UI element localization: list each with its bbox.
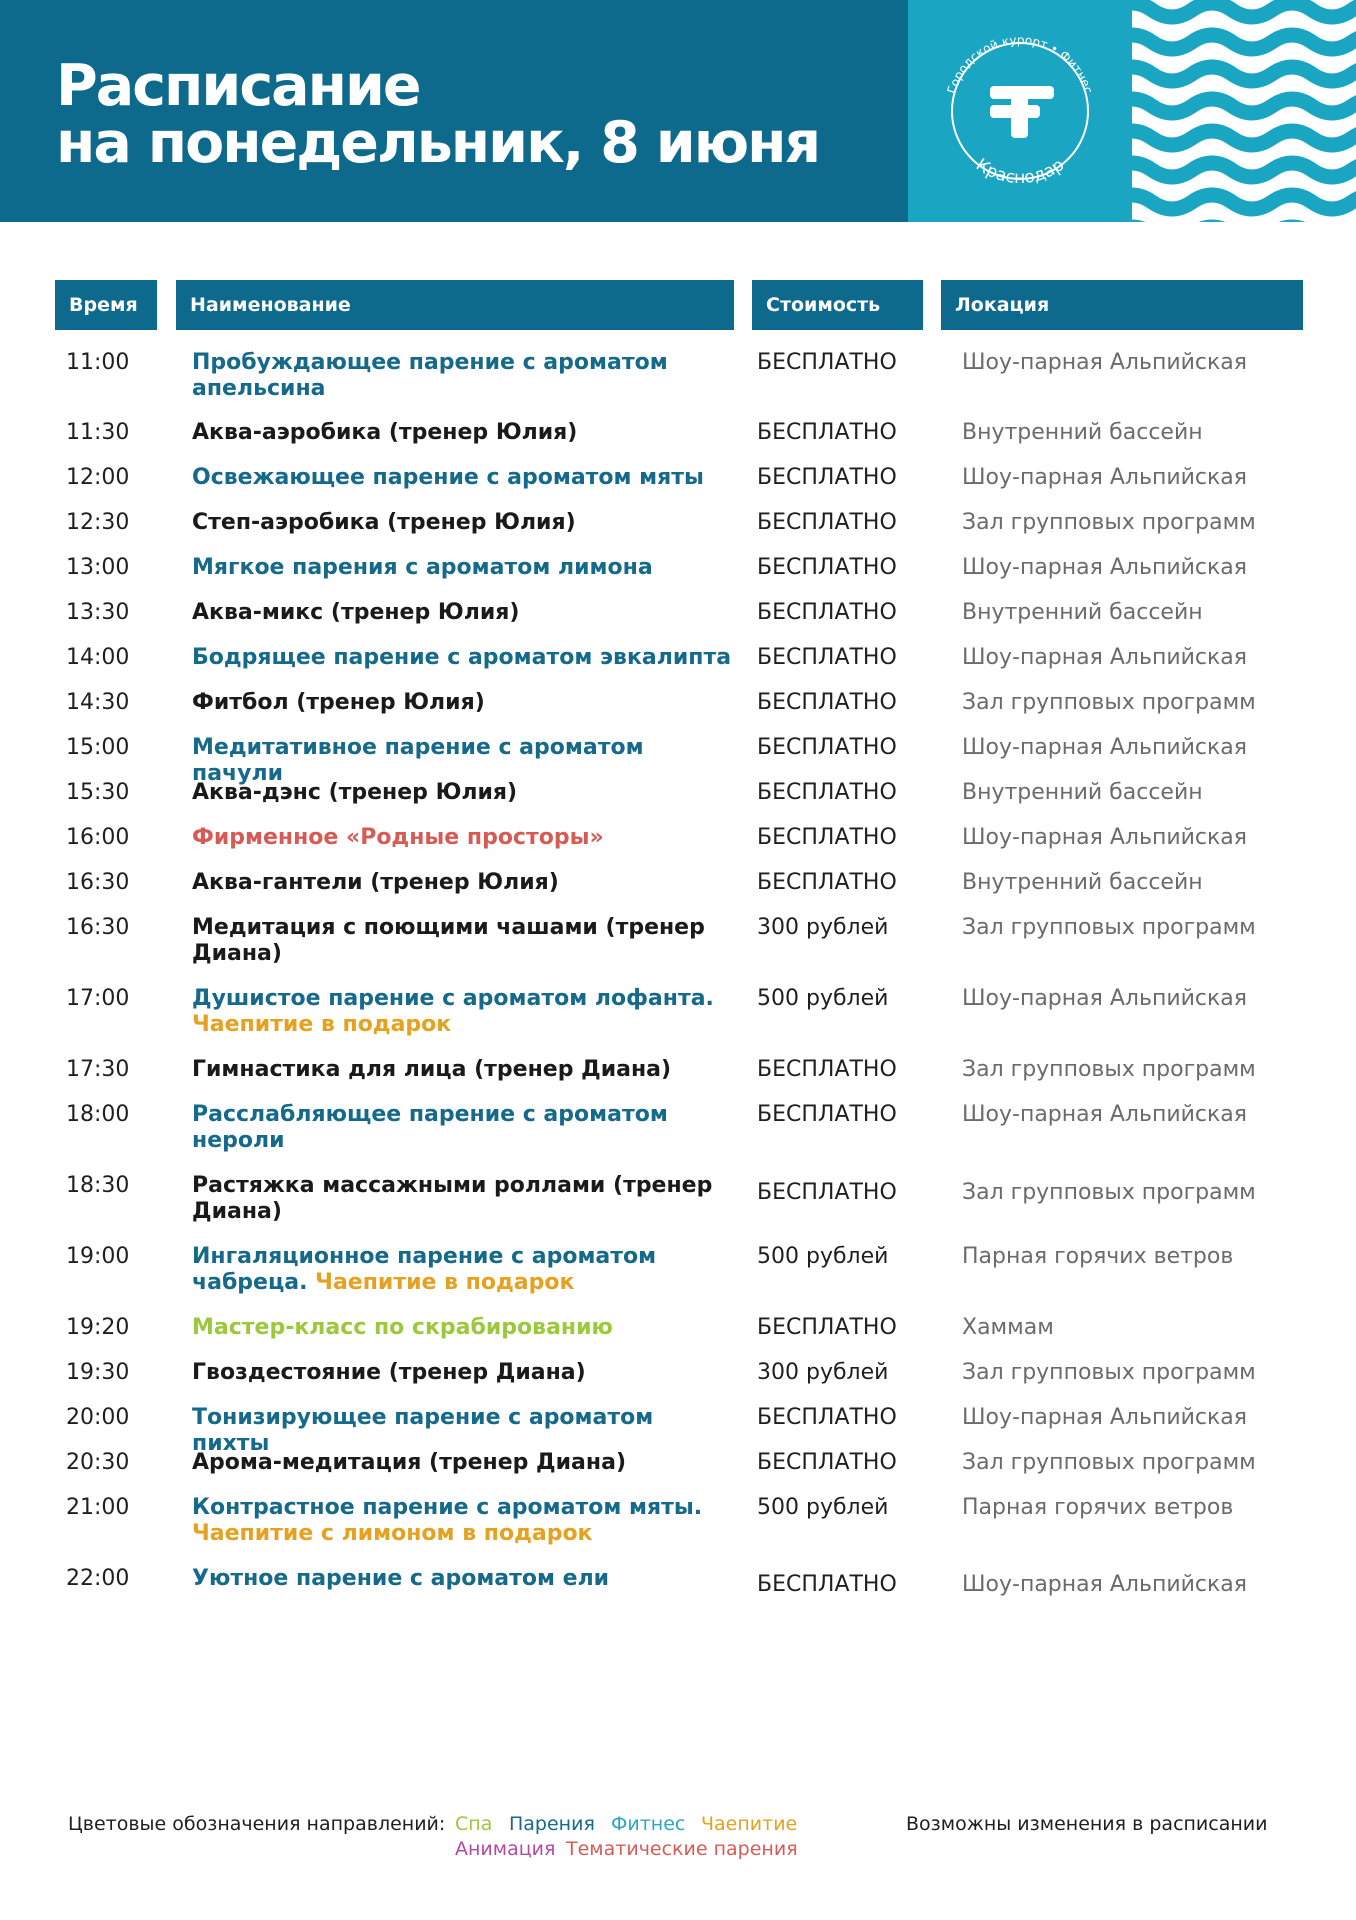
row-name-text: Медитативное парение с ароматом пачули (192, 735, 644, 786)
row-time: 15:00 (66, 735, 130, 760)
row-name (192, 1315, 737, 1341)
row-name-text: Арома-медитация (тренер Диана) (192, 1450, 626, 1475)
row-time: 17:00 (66, 986, 130, 1011)
row-tea-bonus: Чаепитие в подарок (192, 1012, 452, 1037)
row-cost: 500 рублей (757, 1244, 889, 1269)
row-name-text: Контрастное парение с ароматом мяты. (192, 1495, 703, 1520)
row-name-text: Ингаляционное парение с ароматом чабреца. (192, 1244, 657, 1295)
row-location: Шоу-парная Альпийская (962, 350, 1248, 375)
row-name (192, 420, 737, 446)
row-time: 14:30 (66, 690, 130, 715)
row-location: Внутренний бассейн (962, 870, 1203, 895)
row-name (192, 645, 737, 671)
row-location: Зал групповых программ (962, 1180, 1256, 1205)
row-name (192, 555, 737, 581)
row-name (192, 1244, 737, 1296)
row-cost: 500 рублей (757, 986, 889, 1011)
row-name-text: Степ-аэробика (тренер Юлия) (192, 510, 576, 535)
row-cost: БЕСПЛАТНО (757, 1572, 897, 1597)
row-time: 11:30 (66, 420, 130, 445)
row-cost: БЕСПЛАТНО (757, 690, 897, 715)
logo (908, 0, 1132, 222)
row-location: Зал групповых программ (962, 1450, 1256, 1475)
row-cost: БЕСПЛАТНО (757, 1102, 897, 1127)
row-time: 18:30 (66, 1173, 130, 1198)
column-header-location: Локация (941, 280, 1303, 330)
row-location: Внутренний бассейн (962, 780, 1203, 805)
row-time: 14:00 (66, 645, 130, 670)
row-location: Зал групповых программ (962, 690, 1256, 715)
title-line-1: Расписание (56, 53, 420, 119)
row-cost: БЕСПЛАТНО (757, 1057, 897, 1082)
row-name (192, 600, 737, 626)
row-time: 19:00 (66, 1244, 130, 1269)
row-location: Шоу-парная Альпийская (962, 555, 1248, 580)
row-time: 19:30 (66, 1360, 130, 1385)
row-name-text: Уютное парение с ароматом ели (192, 1566, 610, 1591)
row-cost: БЕСПЛАТНО (757, 420, 897, 445)
row-cost: БЕСПЛАТНО (757, 1405, 897, 1430)
row-cost: БЕСПЛАТНО (757, 510, 897, 535)
row-name-text: Растяжка массажными роллами (тренер Диана) (192, 1173, 713, 1224)
row-cost: БЕСПЛАТНО (757, 1315, 897, 1340)
legend-item-fitness: Фитнес (611, 1813, 686, 1835)
row-location: Шоу-парная Альпийская (962, 645, 1248, 670)
row-location: Шоу-парная Альпийская (962, 986, 1248, 1011)
legend-item-animation: Анимация (455, 1838, 556, 1860)
row-cost: БЕСПЛАТНО (757, 1180, 897, 1205)
row-time: 17:30 (66, 1057, 130, 1082)
row-name (192, 1102, 737, 1154)
row-tea-bonus: Чаепитие в подарок (315, 1270, 575, 1295)
row-location: Зал групповых программ (962, 510, 1256, 535)
row-time: 20:00 (66, 1405, 130, 1430)
row-location: Шоу-парная Альпийская (962, 1405, 1248, 1430)
row-name-text: Аква-микс (тренер Юлия) (192, 600, 520, 625)
row-cost: БЕСПЛАТНО (757, 870, 897, 895)
row-name (192, 915, 737, 967)
row-cost: БЕСПЛАТНО (757, 825, 897, 850)
row-name-text: Медитация с поющими чашами (тренер Диана) (192, 915, 705, 966)
row-location: Парная горячих ветров (962, 1495, 1234, 1520)
row-name-text: Душистое парение с ароматом лофанта. (192, 986, 714, 1011)
column-header-time: Время (55, 280, 157, 330)
row-cost: 300 рублей (757, 915, 889, 940)
row-time: 20:30 (66, 1450, 130, 1475)
row-name-text: Освежающее парение с ароматом мяты (192, 465, 704, 490)
row-time: 15:30 (66, 780, 130, 805)
row-name (192, 510, 737, 536)
row-cost: БЕСПЛАТНО (757, 1450, 897, 1475)
row-tea-bonus: Чаепитие с лимоном в подарок (192, 1521, 593, 1546)
legend-label: Цветовые обозначения направлений: (68, 1813, 446, 1835)
row-name (192, 986, 737, 1038)
row-cost: 300 рублей (757, 1360, 889, 1385)
row-cost: 500 рублей (757, 1495, 889, 1520)
row-time: 22:00 (66, 1566, 130, 1591)
logo-ring-bottom-text: Краснодар (972, 154, 1068, 189)
row-time: 19:20 (66, 1315, 130, 1340)
logo-ring-top-text: Городской курорт • Фитнес (944, 32, 1096, 96)
row-cost: БЕСПЛАТНО (757, 735, 897, 760)
row-cost: БЕСПЛАТНО (757, 780, 897, 805)
row-name (192, 1450, 737, 1476)
row-name-text: Аква-дэнс (тренер Юлия) (192, 780, 518, 805)
row-time: 18:00 (66, 1102, 130, 1127)
row-time: 16:30 (66, 915, 130, 940)
row-location: Зал групповых программ (962, 915, 1256, 940)
logo-stem (1011, 86, 1028, 138)
legend-item-steam: Парения (509, 1813, 595, 1835)
row-name-text: Гимнастика для лица (тренер Диана) (192, 1057, 672, 1082)
row-name (192, 1566, 737, 1592)
row-location: Внутренний бассейн (962, 600, 1203, 625)
row-time: 12:30 (66, 510, 130, 535)
row-name (192, 1173, 737, 1225)
schedule-change-note: Возможны изменения в расписании (906, 1813, 1268, 1835)
logo-panel (908, 0, 1132, 222)
row-name-text: Фитбол (тренер Юлия) (192, 690, 485, 715)
row-name (192, 825, 737, 851)
row-location: Хаммам (962, 1315, 1054, 1340)
row-name-text: Тонизирующее парение с ароматом пихты (192, 1405, 654, 1456)
row-location: Шоу-парная Альпийская (962, 825, 1248, 850)
title-line-2: на понедельник, 8 июня (56, 110, 820, 176)
row-time: 13:30 (66, 600, 130, 625)
row-location: Шоу-парная Альпийская (962, 1102, 1248, 1127)
legend-item-spa: Спа (455, 1813, 493, 1835)
row-cost: БЕСПЛАТНО (757, 465, 897, 490)
row-name-text: Мягкое парения с ароматом лимона (192, 555, 653, 580)
row-name (192, 1057, 737, 1083)
row-name (192, 465, 737, 491)
row-location: Зал групповых программ (962, 1360, 1256, 1385)
row-name-text: Бодрящее парение с ароматом эвкалипта (192, 645, 732, 670)
legend-item-themed-steam: Тематические парения (566, 1838, 798, 1860)
row-time: 21:00 (66, 1495, 130, 1520)
row-time: 11:00 (66, 350, 130, 375)
row-name (192, 690, 737, 716)
row-location: Шоу-парная Альпийская (962, 1572, 1248, 1597)
row-location: Зал групповых программ (962, 1057, 1256, 1082)
row-location: Внутренний бассейн (962, 420, 1203, 445)
row-name-text: Расслабляющее парение с ароматом нероли (192, 1102, 668, 1153)
row-cost: БЕСПЛАТНО (757, 350, 897, 375)
column-header-name: Наименование (176, 280, 734, 330)
row-location: Шоу-парная Альпийская (962, 735, 1248, 760)
row-cost: БЕСПЛАТНО (757, 555, 897, 580)
row-name (192, 1360, 737, 1386)
row-time: 13:00 (66, 555, 130, 580)
row-time: 16:30 (66, 870, 130, 895)
row-name (192, 870, 737, 896)
column-header-cost: Стоимость (752, 280, 923, 330)
row-name-text: Аква-гантели (тренер Юлия) (192, 870, 559, 895)
row-cost: БЕСПЛАТНО (757, 600, 897, 625)
row-cost: БЕСПЛАТНО (757, 645, 897, 670)
row-time: 12:00 (66, 465, 130, 490)
row-name-text: Пробуждающее парение с ароматом апельсина (192, 350, 668, 401)
row-name-text: Фирменное «Родные просторы» (192, 825, 604, 850)
wave-pattern-art (1132, 0, 1356, 222)
row-time: 16:00 (66, 825, 130, 850)
row-name (192, 350, 737, 402)
page-title (56, 53, 820, 176)
row-location: Парная горячих ветров (962, 1244, 1234, 1269)
row-name-text: Аква-аэробика (тренер Юлия) (192, 420, 578, 445)
row-name (192, 780, 737, 806)
row-name (192, 1495, 737, 1547)
row-location: Шоу-парная Альпийская (962, 465, 1248, 490)
row-name-text: Мастер-класс по скрабированию (192, 1315, 613, 1340)
row-name-text: Гвоздестояние (тренер Диана) (192, 1360, 586, 1385)
wave-pattern (1132, 0, 1356, 222)
legend-item-tea: Чаепитие (701, 1813, 798, 1835)
